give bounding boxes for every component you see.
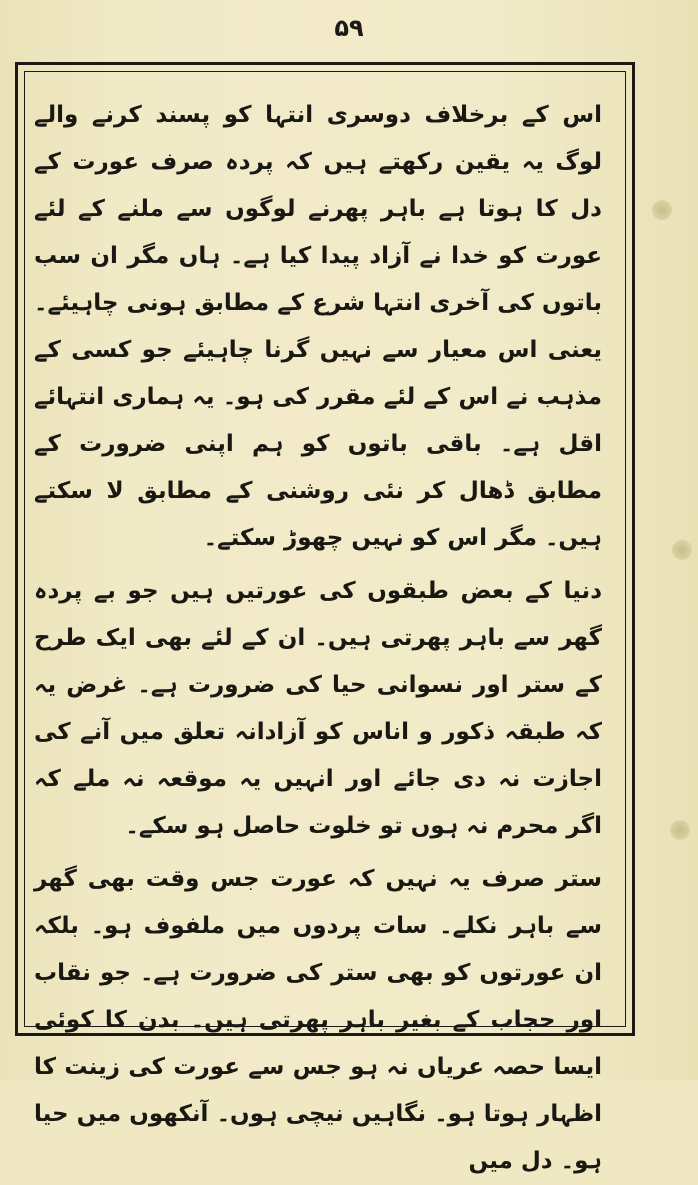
paragraph-2: دنیا کے بعض طبقوں کی عورتیں ہیں جو بے پردہ گھر سے باہر پھرتی ہیں۔ ان کے لئے بھی ایک طرح کے ستر اور نسوانی حیا کی ضرورت ہے۔ غرض یہ کہ طبقہ ذکور و اناس کو آزادانہ تعلق میں آنے کی اجازت نہ دی جائے اور انہیں یہ موقعہ نہ ملے کہ اگر محرم نہ ہوں تو خلوت حاصل ہو سکے۔ [34, 578, 602, 839]
paragraph-3: ستر صرف یہ نہیں کہ عورت جس وقت بھی گھر سے باہر نکلے۔ سات پردوں میں ملفوف ہو۔ بلکہ ان عورتوں کو بھی ستر کی ضرورت ہے۔ جو نقاب اور حجاب کے بغیر باہر پھرتی ہیں۔ بدن کا کوئی ایسا حصہ عریاں نہ ہو جس سے عورت کی زینت کا اظہار ہوتا ہو۔ نگاہیں نیچی ہوں۔ آنکھوں میں حیا ہو۔ دل میں [34, 866, 602, 1174]
binding-hole-mark [672, 540, 692, 560]
paragraph-1: اس کے برخلاف دوسری انتہا کو پسند کرنے والے لوگ یہ یقین رکھتے ہیں کہ پردہ صرف عورت کے دل کا ہوتا ہے باہر پھرنے لوگوں سے ملنے کے لئے عورت کو خدا نے آزاد پیدا کیا ہے۔ ہاں مگر ان سب باتوں کی آخری انتہا شرع کے مطابق ہونی چاہیئے۔ یعنی اس معیار سے نہیں گرنا چاہیئے جو کسی کے مذہب نے اس کے لئے مقرر کی ہو۔ یہ ہماری انتہائے اقل ہے۔ باقی باتوں کو ہم اپنی ضرورت کے مطابق ڈھال کر نئی روشنی کے مطابق لا سکتے ہیں۔ مگر اس کو نہیں چھوڑ سکتے۔ [34, 102, 602, 551]
binding-hole-mark [670, 820, 690, 840]
page-number: ۵۹ [334, 14, 364, 42]
page-body-text [34, 92, 602, 1174]
binding-hole-mark [652, 200, 672, 220]
